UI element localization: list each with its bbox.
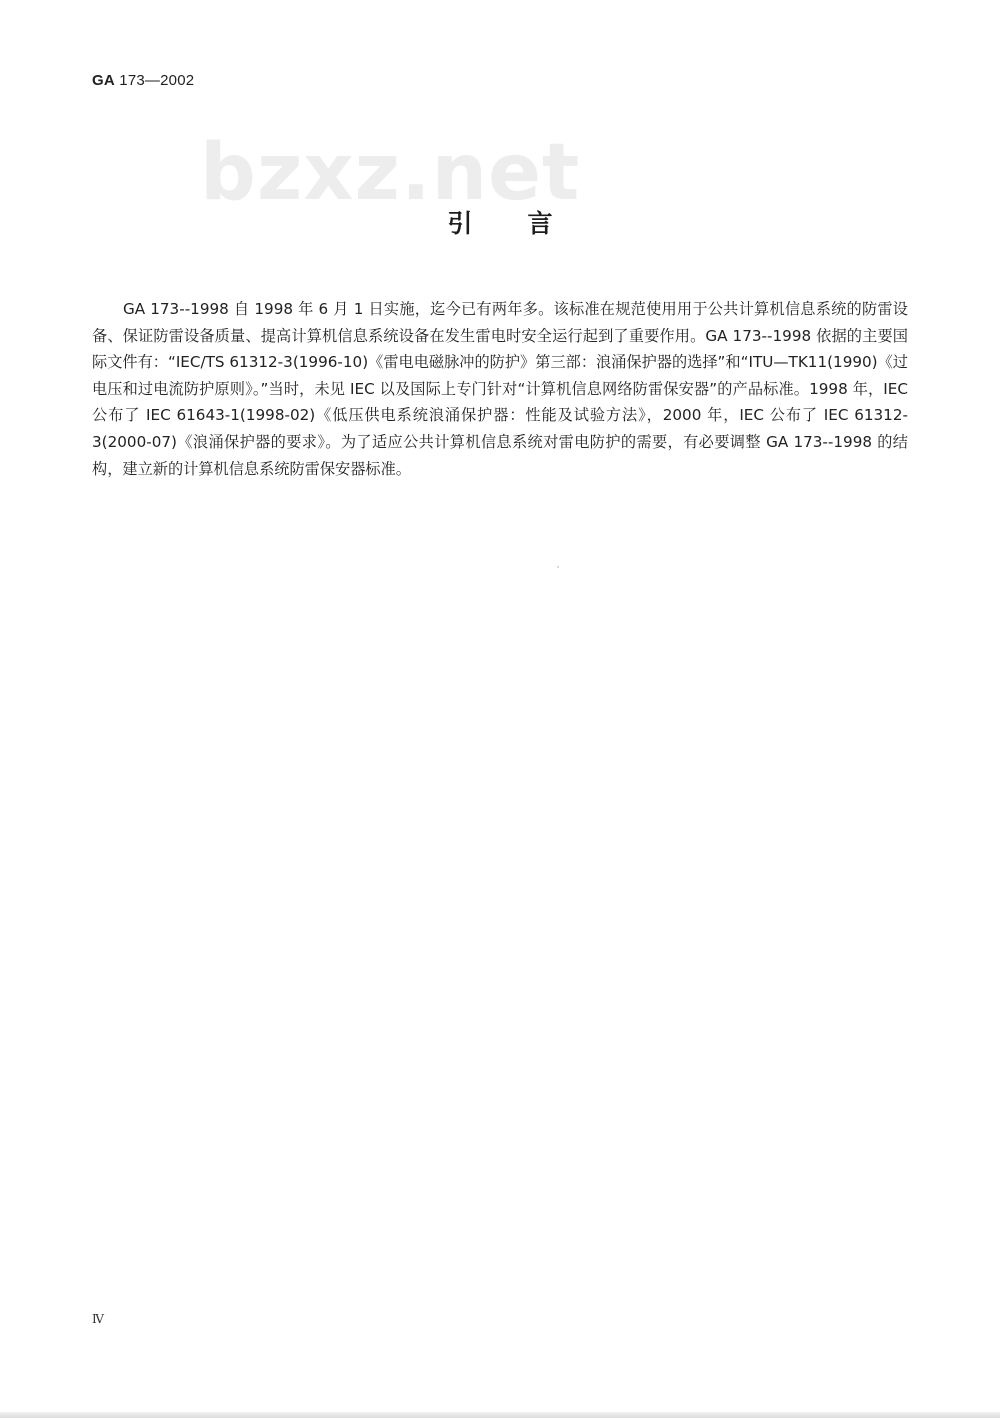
watermark: bzxz.net bbox=[200, 128, 581, 218]
page-number: Ⅳ bbox=[92, 1312, 104, 1326]
standard-code-number: 173—2002 bbox=[119, 72, 195, 89]
introduction-paragraph: GA 173--1998 自 1998 年 6 月 1 日实施，迄今已有两年多。该标准在规范使用用于公共计算机信息系统的防雷设备、保证防雷设备质量、提高计算机信息系统设备在发生雷电时安全运行起到了重要作用。GA 173--1998 依据的主要国际文件有：“IEC/TS 61312-3(1996-10)《雷电电磁脉冲的防护》第三部：浪涌保护器的选择”和“ITU—TK11(1990)《过电压和过电流防护原则》。”当时，未见 IEC 以及国际上专门针对“计算机信息网络防雷保安器”的产品标准。1998 年，IEC 公布了 IEC 61643-1(1998-02)《低压供电系统浪涌保护器：性能及试验方法》，2000 年，IEC 公布了 IEC 61312-3(2000-07)《浪涌保护器的要求》。为了适应公共计算机信息系统对雷电防护的需要，有必要调整 GA 173--1998 的结构，建立新的计算机信息系统防雷保安器标准。 bbox=[92, 300, 908, 478]
scan-speck bbox=[557, 566, 559, 568]
section-title: 引言 bbox=[447, 209, 608, 238]
standard-code bbox=[92, 72, 194, 89]
page-bottom-edge bbox=[0, 1412, 1000, 1418]
standard-code-prefix: GA bbox=[92, 72, 115, 89]
